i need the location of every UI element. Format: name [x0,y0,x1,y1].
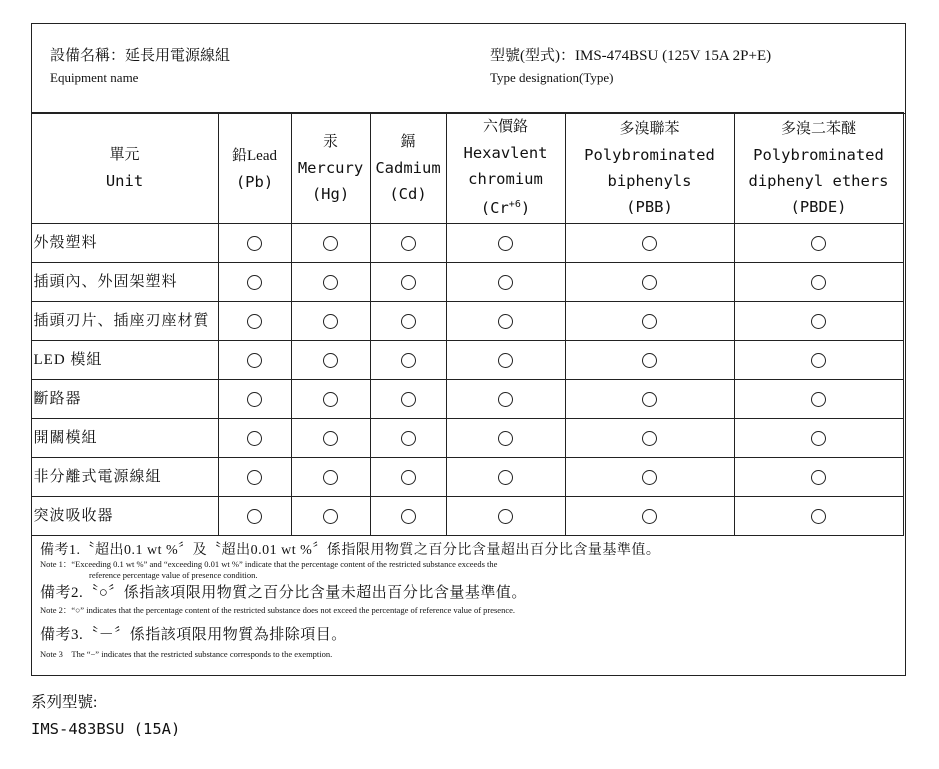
substance-cell [370,302,446,341]
circle-mark-icon [323,431,338,446]
circle-mark-icon [498,353,513,368]
column-header-hexavalent-chromium [446,113,565,224]
column-header-line: 六價鉻 [482,119,528,136]
substance-cell [734,458,903,497]
restricted-substance-table [31,112,904,536]
substance-cell [291,224,370,263]
circle-mark-icon [247,236,262,251]
column-header-line: 鉛Lead [232,147,277,164]
note-2-zh: 備考2.〝○〞係指該項限用物質之百分比含量未超出百分比含量基準值。 [40,585,527,601]
circle-mark-icon [401,236,416,251]
equipment-name-zh: 設備名稱：延長用電源線組 [50,48,231,64]
circle-mark-icon [811,275,826,290]
row-label: 插頭刃片、插座刃座材質 [31,302,218,341]
substance-cell [218,419,291,458]
substance-cell [446,263,565,302]
substance-cell [734,497,903,536]
superscript: +6 [508,199,521,211]
substance-cell [218,341,291,380]
circle-mark-icon [811,509,826,524]
circle-mark-icon [323,236,338,251]
note-1-en-continued: reference percentage value of presence condition. [89,570,258,580]
column-header-pbde [734,113,903,224]
column-header-line: 單元 [109,147,140,163]
substance-cell [446,341,565,380]
substance-cell [218,458,291,497]
circle-mark-icon [247,470,262,485]
substance-cell [565,419,734,458]
circle-mark-icon [498,236,513,251]
rohs-declaration-sheet [31,23,906,676]
circle-mark-icon [247,275,262,290]
column-header-line: (Cd) [389,185,427,203]
table-row [31,380,903,419]
substance-cell [565,497,734,536]
substance-cell [734,263,903,302]
circle-mark-icon [811,236,826,251]
substance-cell [291,497,370,536]
substance-cell [565,380,734,419]
substance-cell [218,224,291,263]
circle-mark-icon [401,392,416,407]
circle-mark-icon [323,392,338,407]
substance-cell [734,380,903,419]
circle-mark-icon [498,509,513,524]
series-model-block [31,690,180,742]
substance-cell [291,302,370,341]
note-3-en: Note 3 The “−” indicates that the restricted substance corresponds to the exemption. [40,649,333,659]
table-row [31,263,903,302]
substance-cell [218,380,291,419]
circle-mark-icon [811,314,826,329]
note-1-zh: 備考1.〝超出0.1 wt %〞及〝超出0.01 wt %〞係指限用物質之百分比含量超出百分比含量基準值。 [40,543,661,558]
column-header-line: (Hg) [311,185,350,203]
substance-cell [370,497,446,536]
column-header-line: chromium [468,170,543,189]
circle-mark-icon [642,470,657,485]
circle-mark-icon [401,314,416,329]
row-label: 插頭內、外固架塑料 [31,263,218,302]
column-header-line: Polybrominated [584,146,715,164]
circle-mark-icon [642,509,657,524]
circle-mark-icon [247,509,262,524]
column-header-line: diphenyl ethers [748,172,889,190]
circle-mark-icon [642,392,657,407]
equipment-name-en: Equipment name [50,70,139,85]
table-row [31,224,903,263]
substance-cell [370,380,446,419]
column-header-line: Polybrominated [753,146,884,164]
circle-mark-icon [811,353,826,368]
table-row [31,302,903,341]
substance-cell [291,458,370,497]
table-row [31,341,903,380]
column-header-line [447,192,565,221]
substance-cell [291,419,370,458]
circle-mark-icon [247,314,262,329]
substance-cell [734,419,903,458]
circle-mark-icon [401,275,416,290]
column-header-line: (Pb) [235,172,274,191]
circle-mark-icon [498,275,513,290]
row-label: 開關模組 [31,419,218,458]
substance-cell [218,263,291,302]
table-row [31,458,903,497]
notes-section [40,542,890,660]
circle-mark-icon [401,353,416,368]
substance-cell [370,458,446,497]
column-header-line: 多溴聯苯 [619,121,680,137]
substance-cell [734,341,903,380]
equipment-header [32,24,905,114]
circle-mark-icon [642,314,657,329]
column-header-line: Cadmium [375,159,441,177]
substance-cell [446,380,565,419]
row-label: LED 模組 [31,341,218,380]
column-header-text: (Cr [480,199,509,218]
table-body [31,224,903,536]
circle-mark-icon [498,431,513,446]
type-designation-block [490,46,771,88]
circle-mark-icon [401,470,416,485]
circle-mark-icon [323,353,338,368]
substance-cell [565,263,734,302]
column-header-mercury [291,113,370,224]
substance-cell [370,419,446,458]
circle-mark-icon [401,509,416,524]
column-header-cadmium [370,113,446,224]
substance-cell [734,302,903,341]
circle-mark-icon [498,470,513,485]
column-header-pbb [565,113,734,224]
substance-cell [291,263,370,302]
row-label: 外殼塑料 [31,224,218,263]
substance-cell [446,458,565,497]
series-model: IMS-483BSU (15A) [31,720,181,738]
circle-mark-icon [323,470,338,485]
circle-mark-icon [642,236,657,251]
circle-mark-icon [247,392,262,407]
circle-mark-icon [498,392,513,407]
circle-mark-icon [498,314,513,329]
column-header-line: (PBB) [626,198,673,216]
circle-mark-icon [323,314,338,329]
column-header-line: 鎘 [400,134,416,150]
substance-cell [446,419,565,458]
series-label: 系列型號: [31,694,98,711]
type-designation-zh: 型號(型式)：IMS-474BSU (125V 15A 2P+E) [490,48,772,64]
column-header-text: ) [520,199,531,218]
circle-mark-icon [642,275,657,290]
row-label: 非分離式電源線組 [31,458,218,497]
substance-cell [370,263,446,302]
table-header-row [31,113,903,224]
column-header-unit [31,113,218,224]
column-header-line: Hexavlent [463,144,548,163]
substance-cell [218,497,291,536]
column-header-lead [218,113,291,224]
circle-mark-icon [642,353,657,368]
circle-mark-icon [323,275,338,290]
substance-cell [565,224,734,263]
circle-mark-icon [642,431,657,446]
substance-cell [446,497,565,536]
type-designation-en: Type designation(Type) [490,70,614,85]
substance-cell [565,458,734,497]
note-3-zh: 備考3.〝－〞係指該項限用物質為排除項目。 [40,627,347,643]
substance-cell [446,224,565,263]
circle-mark-icon [811,431,826,446]
substance-cell [734,224,903,263]
note-2-en: Note 2：“○” indicates that the percentage content of the restricted substance does not exceed the percentage of reference value of presence. [40,605,515,615]
table-row [31,419,903,458]
substance-cell [291,380,370,419]
column-header-line: biphenyls [607,172,692,190]
circle-mark-icon [247,431,262,446]
row-label: 斷路器 [31,380,218,419]
circle-mark-icon [811,470,826,485]
substance-cell [565,341,734,380]
note-1-en: Note 1：“Exceeding 0.1 wt %” and “exceeding 0.01 wt %” indicate that the percentage content of the restricted substance exceeds the [40,559,498,569]
substance-cell [218,302,291,341]
column-header-line: 多溴二苯醚 [780,121,856,137]
column-header-line: 汞 [322,134,338,150]
circle-mark-icon [247,353,262,368]
substance-cell [291,341,370,380]
equipment-name-block [50,46,230,88]
substance-cell [370,224,446,263]
circle-mark-icon [401,431,416,446]
circle-mark-icon [811,392,826,407]
table-row [31,497,903,536]
substance-cell [565,302,734,341]
substance-cell [446,302,565,341]
column-header-line: Mercury [297,159,364,177]
column-header-line: (PBDE) [790,198,847,216]
row-label: 突波吸收器 [31,497,218,536]
circle-mark-icon [323,509,338,524]
substance-cell [370,341,446,380]
column-header-line: Unit [105,172,144,190]
